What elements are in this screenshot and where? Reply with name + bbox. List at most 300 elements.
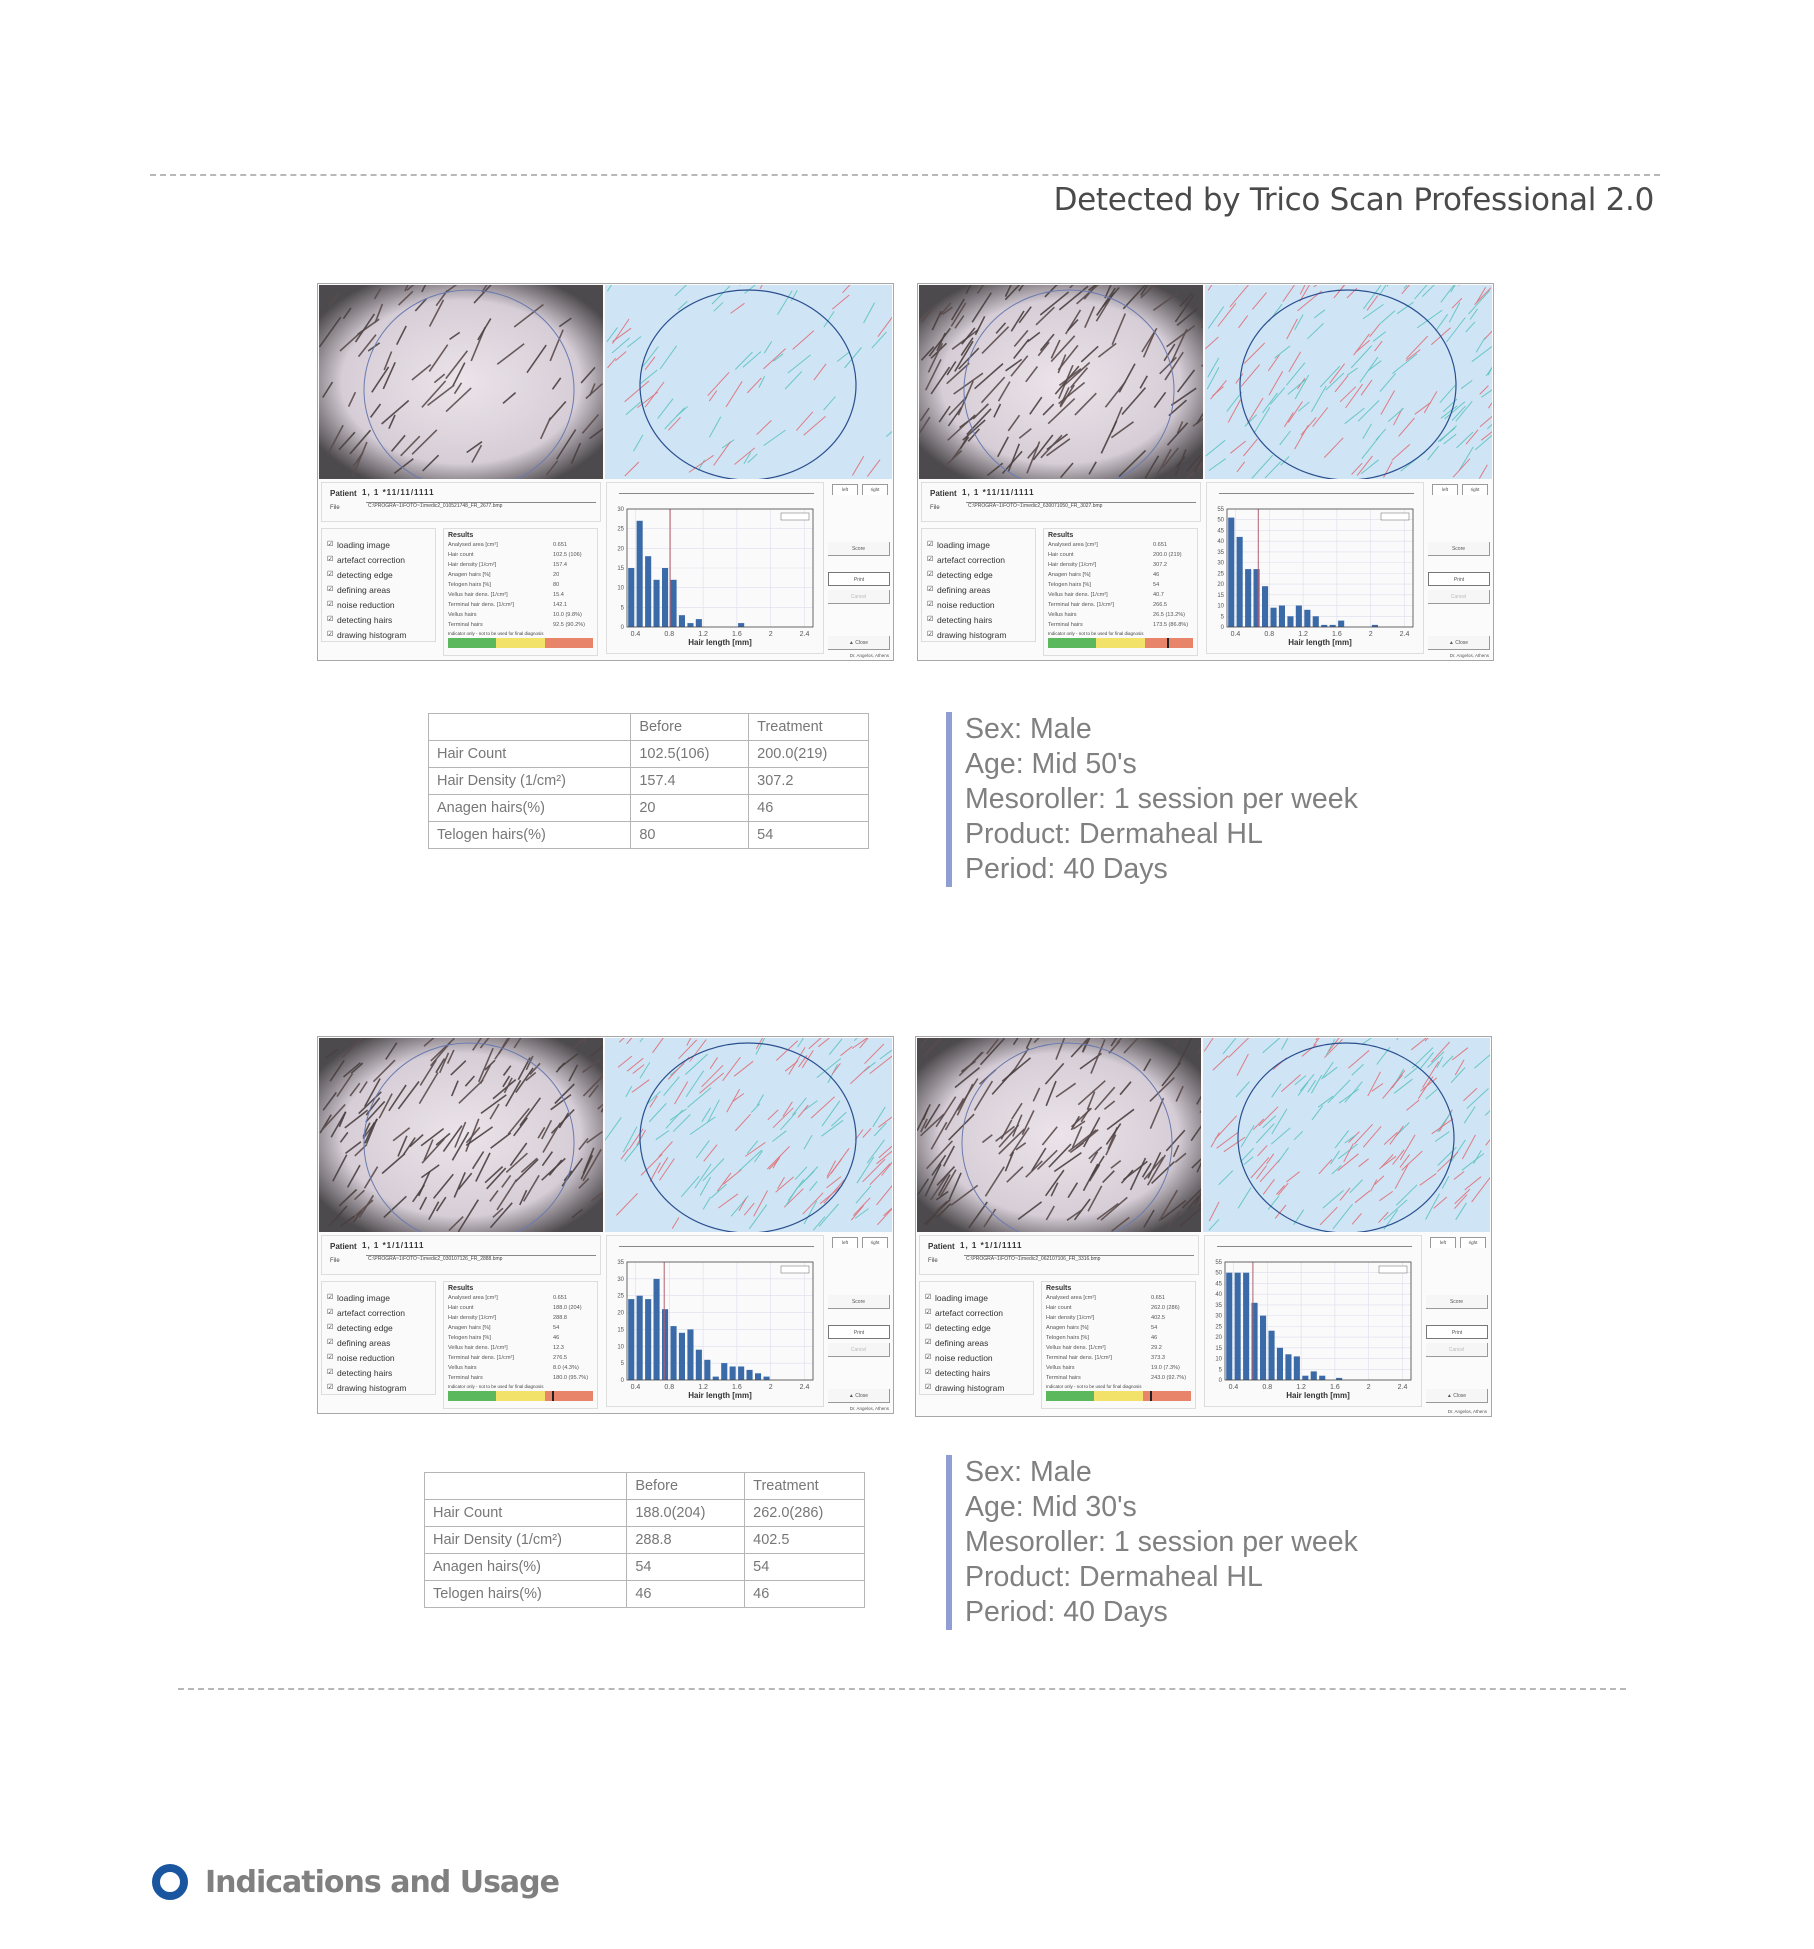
- svg-text:15: 15: [1215, 1345, 1222, 1352]
- result-label: Terminal hair dens. [1/cm²]: [1046, 1355, 1112, 1361]
- svg-text:1.6: 1.6: [1330, 1384, 1340, 1391]
- result-label: Telogen hairs [%]: [448, 582, 491, 588]
- result-value: 20: [553, 572, 560, 578]
- header-cell: Before: [631, 714, 749, 741]
- section-heading-text: Indications and Usage: [205, 1864, 559, 1900]
- result-label: Terminal hairs: [448, 622, 483, 628]
- range-slider[interactable]: [1219, 493, 1414, 499]
- before-value: 80: [631, 822, 749, 849]
- file-label: File: [330, 505, 340, 511]
- svg-text:0.8: 0.8: [1262, 1384, 1273, 1391]
- disclaimer: Indicator only - not to be used for final diagnosis: [1046, 1384, 1142, 1389]
- result-value: 262.0 (286): [1151, 1305, 1180, 1311]
- row-label: Anagen hairs(%): [429, 795, 631, 822]
- check-icon: ☑: [327, 1294, 334, 1301]
- svg-text:0.8: 0.8: [1264, 631, 1275, 638]
- before-value: 54: [627, 1554, 745, 1581]
- row-label: Hair Count: [425, 1500, 627, 1527]
- result-row: [448, 610, 593, 620]
- range-slider[interactable]: [1217, 1246, 1412, 1252]
- hair-length-histogram: [606, 482, 824, 654]
- note-period: Period: 40 Days: [965, 853, 1168, 885]
- check-icon: ☑: [925, 1324, 932, 1331]
- step-checkbox[interactable]: [925, 1350, 1033, 1365]
- result-label: Vellus hairs: [448, 612, 477, 618]
- result-row: [1048, 590, 1193, 600]
- result-value: 157.4: [553, 562, 567, 568]
- row-label: Telogen hairs(%): [425, 1581, 627, 1608]
- note-sex: Sex: Male: [965, 713, 1092, 745]
- result-value: 0.651: [1151, 1295, 1165, 1301]
- print-button[interactable]: Print: [1428, 572, 1490, 586]
- step-label: drawing histogram: [337, 629, 407, 640]
- indicator-marker: [1150, 1391, 1152, 1401]
- note-age: Age: Mid 50's: [965, 748, 1137, 780]
- credit-text: Dr. Angelos, Athens: [1449, 653, 1489, 658]
- step-checkbox[interactable]: [927, 537, 1035, 552]
- right-tab[interactable]: right: [1462, 484, 1488, 495]
- before-value: 102.5(106): [631, 741, 749, 768]
- step-checkbox[interactable]: [327, 1305, 435, 1320]
- step-checkbox[interactable]: [327, 597, 435, 612]
- result-label: Hair density [1/cm²]: [1048, 562, 1097, 568]
- svg-text:55: 55: [1215, 1260, 1222, 1266]
- score-button[interactable]: Score: [1426, 1295, 1488, 1309]
- check-icon: ☑: [925, 1339, 932, 1346]
- score-button[interactable]: Score: [828, 1295, 890, 1309]
- credit-text: Dr. Angelos, Athens: [849, 1406, 889, 1411]
- check-icon: ☑: [927, 556, 934, 563]
- processing-steps: [921, 528, 1036, 642]
- scalp-photo: [319, 1038, 603, 1232]
- step-label: detecting edge: [337, 1322, 393, 1333]
- before-value: 46: [627, 1581, 745, 1608]
- step-label: drawing histogram: [935, 1382, 1005, 1393]
- check-icon: ☑: [927, 541, 934, 548]
- check-icon: ☑: [327, 556, 334, 563]
- step-checkbox[interactable]: [925, 1365, 1033, 1380]
- analysed-hair-map: [605, 285, 892, 479]
- scalp-photo: [319, 285, 603, 479]
- close-button[interactable]: [1428, 636, 1490, 650]
- svg-text:15: 15: [617, 1327, 624, 1334]
- result-label: Terminal hairs: [1048, 622, 1083, 628]
- processing-steps: [919, 1281, 1034, 1395]
- step-label: noise reduction: [337, 599, 395, 610]
- result-value: 373.3: [1151, 1355, 1165, 1361]
- file-label: File: [928, 1258, 938, 1264]
- step-checkbox[interactable]: [327, 1290, 435, 1305]
- before-value: 20: [631, 795, 749, 822]
- disclaimer: Indicator only - not to be used for final diagnosis: [448, 631, 544, 636]
- result-label: Hair count: [1046, 1305, 1072, 1311]
- svg-text:5: 5: [1220, 614, 1224, 621]
- check-icon: ☑: [925, 1294, 932, 1301]
- processing-steps: [321, 528, 436, 642]
- result-row: [448, 550, 593, 560]
- svg-text:2: 2: [1368, 631, 1373, 638]
- result-value: 12.3: [553, 1345, 564, 1351]
- right-tab[interactable]: right: [862, 484, 888, 495]
- step-checkbox[interactable]: [327, 567, 435, 582]
- result-row: [448, 1373, 593, 1383]
- before-value: 288.8: [627, 1527, 745, 1554]
- result-row: [1048, 620, 1193, 630]
- svg-text:0: 0: [620, 1378, 624, 1384]
- svg-text:20: 20: [617, 546, 624, 553]
- header-cell: Treatment: [749, 714, 869, 741]
- result-row: [1046, 1303, 1191, 1313]
- treatment-value: 402.5: [745, 1527, 865, 1554]
- top-divider: [150, 174, 1660, 176]
- check-icon: ☑: [327, 1309, 334, 1316]
- step-label: detecting hairs: [937, 614, 993, 625]
- print-button[interactable]: Print: [1426, 1325, 1488, 1339]
- result-label: Terminal hairs: [448, 1375, 483, 1381]
- check-icon: ☑: [927, 586, 934, 593]
- patient-value: 1, 1 *11/11/1111: [362, 488, 435, 497]
- result-row: [1048, 580, 1193, 590]
- svg-text:0: 0: [1218, 1378, 1222, 1384]
- check-icon: ☑: [327, 586, 334, 593]
- side-controls: [1428, 482, 1492, 654]
- result-value: 266.5: [1153, 602, 1167, 608]
- step-checkbox[interactable]: [327, 1350, 435, 1365]
- check-icon: ☑: [925, 1354, 932, 1361]
- check-icon: ☑: [327, 541, 334, 548]
- svg-text:35: 35: [617, 1260, 624, 1266]
- treatment-value: 307.2: [749, 768, 869, 795]
- check-icon: ☑: [327, 616, 334, 623]
- header-cell: [425, 1473, 627, 1500]
- close-button[interactable]: [1426, 1389, 1488, 1403]
- step-checkbox[interactable]: [925, 1380, 1033, 1395]
- note-mesoroller: Mesoroller: 1 session per week: [965, 783, 1358, 815]
- step-label: loading image: [337, 539, 390, 550]
- cancel-button[interactable]: Cancel: [1428, 590, 1490, 604]
- result-value: 180.0 (95.7%): [553, 1375, 589, 1381]
- step-label: noise reduction: [337, 1352, 395, 1363]
- result-row: [448, 600, 593, 610]
- patient-label: Patient: [930, 489, 957, 498]
- result-value: 15.4: [553, 592, 564, 598]
- page-title: Detected by Trico Scan Professional 2.0: [1053, 182, 1654, 218]
- table-row: [425, 1554, 865, 1581]
- patient-info: [919, 1235, 1199, 1275]
- step-checkbox[interactable]: [927, 552, 1035, 567]
- table-header-row: [429, 714, 869, 741]
- disclaimer: Indicator only - not to be used for final diagnosis: [448, 1384, 544, 1389]
- step-checkbox[interactable]: [327, 537, 435, 552]
- result-row: [1046, 1293, 1191, 1303]
- svg-text:5: 5: [620, 605, 624, 612]
- svg-text:2.4: 2.4: [799, 1384, 810, 1391]
- step-checkbox[interactable]: [927, 582, 1035, 597]
- table-row: [425, 1581, 865, 1608]
- check-icon: ☑: [927, 631, 934, 638]
- result-row: [448, 570, 593, 580]
- results-title: Results: [1048, 532, 1074, 539]
- file-path-field[interactable]: C:\PROGRA~1\FOTO~1\medic2_030107126_FR_2888.bmp: [366, 1255, 596, 1266]
- check-icon: ☑: [327, 1384, 334, 1391]
- result-label: Vellus hair dens. [1/cm²]: [1046, 1345, 1106, 1351]
- step-label: artefact correction: [937, 554, 1006, 565]
- result-row: [448, 1303, 593, 1313]
- result-row: [448, 1363, 593, 1373]
- hair-length-histogram: [606, 1235, 824, 1407]
- step-checkbox[interactable]: [927, 567, 1035, 582]
- svg-text:35: 35: [1215, 1302, 1222, 1309]
- result-label: Anagen hairs [%]: [448, 572, 491, 578]
- svg-text:20: 20: [1215, 1335, 1222, 1342]
- patient-info: [921, 482, 1201, 522]
- result-label: Vellus hair dens. [1/cm²]: [448, 1345, 508, 1351]
- results-title: Results: [448, 532, 474, 539]
- check-icon: ☑: [327, 1324, 334, 1331]
- check-icon: ☑: [327, 1354, 334, 1361]
- result-row: [448, 620, 593, 630]
- cancel-button[interactable]: Cancel: [828, 1343, 890, 1357]
- patient-label: Patient: [928, 1242, 955, 1251]
- check-icon: ☑: [927, 571, 934, 578]
- table-header-row: [425, 1473, 865, 1500]
- result-label: Terminal hair dens. [1/cm²]: [448, 1355, 514, 1361]
- close-icon: ▲: [848, 1393, 854, 1399]
- note-product: Product: Dermaheal HL: [965, 818, 1263, 850]
- svg-text:0.8: 0.8: [664, 1384, 675, 1391]
- patient-notes-case2: [946, 1455, 1358, 1630]
- svg-text:10: 10: [1217, 603, 1224, 610]
- score-button[interactable]: Score: [1428, 542, 1490, 556]
- print-button[interactable]: Print: [828, 1325, 890, 1339]
- side-controls: [828, 482, 892, 654]
- result-label: Analysed area [cm²]: [448, 1295, 498, 1301]
- step-checkbox[interactable]: [925, 1335, 1033, 1350]
- svg-text:2: 2: [1366, 1384, 1371, 1391]
- result-row: [448, 1313, 593, 1323]
- result-row: [1048, 540, 1193, 550]
- check-icon: ☑: [927, 601, 934, 608]
- svg-text:0.4: 0.4: [630, 631, 641, 638]
- step-label: defining areas: [937, 584, 991, 595]
- step-label: loading image: [937, 539, 990, 550]
- result-value: 29.2: [1151, 1345, 1162, 1351]
- close-icon: ▲: [1446, 1393, 1452, 1399]
- patient-info: [321, 482, 601, 522]
- table-row: [425, 1527, 865, 1554]
- left-tab[interactable]: left: [832, 484, 858, 495]
- results-box: [443, 528, 598, 656]
- bottom-divider: [178, 1688, 1626, 1690]
- step-label: detecting edge: [337, 569, 393, 580]
- result-row: [448, 1323, 593, 1333]
- file-path-field[interactable]: C:\PROGRA~1\FOTO~1\medic2_062107106_FR_3316.bmp: [964, 1255, 1194, 1266]
- result-value: 0.651: [553, 1295, 567, 1301]
- trico-panel-case1-treatment: [917, 283, 1494, 661]
- analysed-hair-map: [1205, 285, 1492, 479]
- left-tab[interactable]: left: [1432, 484, 1458, 495]
- svg-text:30: 30: [617, 1276, 624, 1283]
- side-controls: [828, 1235, 892, 1407]
- svg-text:25: 25: [1215, 1324, 1222, 1331]
- file-path-field[interactable]: C:\PROGRA~1\FOTO~1\medic2_010521748_FR_2677.bmp: [366, 502, 596, 513]
- side-controls: [1426, 1235, 1490, 1407]
- check-icon: ☑: [327, 1339, 334, 1346]
- left-tab[interactable]: left: [832, 1237, 858, 1248]
- svg-text:15: 15: [1217, 592, 1224, 599]
- ring-bullet-icon: [152, 1864, 188, 1900]
- result-label: Vellus hair dens. [1/cm²]: [1048, 592, 1108, 598]
- cancel-button[interactable]: Cancel: [828, 590, 890, 604]
- svg-text:30: 30: [1215, 1313, 1222, 1320]
- step-label: detecting hairs: [337, 614, 393, 625]
- step-checkbox[interactable]: [327, 1335, 435, 1350]
- result-label: Telogen hairs [%]: [1048, 582, 1091, 588]
- left-tab[interactable]: left: [1430, 1237, 1456, 1248]
- svg-text:25: 25: [1217, 571, 1224, 578]
- result-value: 92.5 (90.2%): [553, 622, 586, 628]
- result-value: 80: [553, 582, 560, 588]
- treatment-value: 200.0(219): [749, 741, 869, 768]
- svg-text:1.2: 1.2: [1298, 631, 1308, 638]
- note-product: Product: Dermaheal HL: [965, 1561, 1263, 1593]
- result-label: Terminal hair dens. [1/cm²]: [1048, 602, 1114, 608]
- step-label: defining areas: [935, 1337, 989, 1348]
- table-row: [425, 1500, 865, 1527]
- note-sex: Sex: Male: [965, 1456, 1092, 1488]
- close-label: Close: [855, 640, 869, 646]
- step-checkbox[interactable]: [925, 1320, 1033, 1335]
- print-button[interactable]: Print: [828, 572, 890, 586]
- row-label: Telogen hairs(%): [429, 822, 631, 849]
- result-row: [448, 540, 593, 550]
- treatment-value: 262.0(286): [745, 1500, 865, 1527]
- result-value: 307.2: [1153, 562, 1167, 568]
- svg-text:2.4: 2.4: [1399, 631, 1410, 638]
- result-value: 288.8: [553, 1315, 567, 1321]
- svg-text:0.4: 0.4: [1230, 631, 1241, 638]
- close-label: Close: [855, 1393, 869, 1399]
- svg-text:1.2: 1.2: [1296, 1384, 1306, 1391]
- result-value: 19.0 (7.3%): [1151, 1365, 1180, 1371]
- trico-panel-case2-before: [317, 1036, 894, 1414]
- range-slider[interactable]: [619, 493, 814, 499]
- result-row: [1048, 600, 1193, 610]
- step-checkbox[interactable]: [327, 582, 435, 597]
- result-value: 46: [1151, 1335, 1158, 1341]
- result-label: Vellus hairs: [1046, 1365, 1075, 1371]
- result-row: [1046, 1373, 1191, 1383]
- results-box: [1041, 1281, 1196, 1409]
- patient-notes-case1: [946, 712, 1358, 887]
- treatment-value: 46: [749, 795, 869, 822]
- cancel-button[interactable]: Cancel: [1426, 1343, 1488, 1357]
- result-value: 0.651: [553, 542, 567, 548]
- diagnosis-indicator-bar: [448, 638, 593, 648]
- result-row: [1046, 1343, 1191, 1353]
- result-row: [1048, 570, 1193, 580]
- svg-text:2.4: 2.4: [1397, 1384, 1408, 1391]
- indicator-marker: [1167, 638, 1169, 648]
- svg-text:1.2: 1.2: [698, 1384, 708, 1391]
- score-button[interactable]: Score: [828, 542, 890, 556]
- step-label: noise reduction: [935, 1352, 993, 1363]
- close-button[interactable]: [828, 636, 890, 650]
- result-value: 46: [553, 1335, 560, 1341]
- file-label: File: [930, 505, 940, 511]
- svg-text:0: 0: [620, 625, 624, 631]
- result-value: 8.0 (4.3%): [553, 1365, 579, 1371]
- step-label: artefact correction: [935, 1307, 1004, 1318]
- step-checkbox[interactable]: [925, 1290, 1033, 1305]
- credit-text: Dr. Angelos, Athens: [1447, 1409, 1487, 1414]
- check-icon: ☑: [327, 571, 334, 578]
- step-checkbox[interactable]: [327, 612, 435, 627]
- row-label: Hair Density (1/cm²): [429, 768, 631, 795]
- result-label: Vellus hairs: [1048, 612, 1077, 618]
- step-label: defining areas: [337, 1337, 391, 1348]
- diagnosis-indicator-bar: [1046, 1391, 1191, 1401]
- row-label: Anagen hairs(%): [425, 1554, 627, 1581]
- check-icon: ☑: [927, 616, 934, 623]
- svg-text:5: 5: [1218, 1367, 1222, 1374]
- result-value: 188.0 (204): [553, 1305, 582, 1311]
- close-label: Close: [1455, 640, 1469, 646]
- step-checkbox[interactable]: [327, 627, 435, 642]
- step-label: loading image: [337, 1292, 390, 1303]
- close-button[interactable]: [828, 1389, 890, 1403]
- results-box: [443, 1281, 598, 1409]
- row-label: Hair Count: [429, 741, 631, 768]
- table-row: [429, 768, 869, 795]
- patient-label: Patient: [330, 489, 357, 498]
- result-value: 26.5 (13.2%): [1153, 612, 1186, 618]
- step-checkbox[interactable]: [327, 552, 435, 567]
- svg-text:50: 50: [1217, 517, 1224, 524]
- result-label: Anagen hairs [%]: [1048, 572, 1091, 578]
- result-row: [448, 1343, 593, 1353]
- processing-steps: [321, 1281, 436, 1395]
- step-checkbox[interactable]: [327, 1320, 435, 1335]
- step-checkbox[interactable]: [925, 1305, 1033, 1320]
- check-icon: ☑: [327, 631, 334, 638]
- diagnosis-indicator-bar: [448, 1391, 593, 1401]
- note-mesoroller: Mesoroller: 1 session per week: [965, 1526, 1358, 1558]
- right-tab[interactable]: right: [1460, 1237, 1486, 1248]
- step-checkbox[interactable]: [927, 627, 1035, 642]
- trico-panel-case1-before: [317, 283, 894, 661]
- header-cell: Treatment: [745, 1473, 865, 1500]
- step-checkbox[interactable]: [927, 612, 1035, 627]
- scalp-photo: [917, 1038, 1201, 1232]
- svg-text:1.6: 1.6: [732, 631, 742, 638]
- comparison-table-case2: [424, 1472, 865, 1608]
- patient-value: 1, 1 *1/1/1111: [362, 1241, 425, 1250]
- result-value: 0.651: [1153, 542, 1167, 548]
- step-checkbox[interactable]: [327, 1380, 435, 1395]
- result-row: [1046, 1333, 1191, 1343]
- file-path-field[interactable]: C:\PROGRA~1\FOTO~1\medic2_630071050_FR_3027.bmp: [966, 502, 1196, 513]
- step-checkbox[interactable]: [927, 597, 1035, 612]
- result-value: 200.0 (219): [1153, 552, 1182, 558]
- svg-text:40: 40: [1217, 539, 1224, 546]
- treatment-value: 54: [749, 822, 869, 849]
- step-checkbox[interactable]: [327, 1365, 435, 1380]
- range-slider[interactable]: [619, 1246, 814, 1252]
- hair-length-histogram: [1206, 482, 1424, 654]
- right-tab[interactable]: right: [862, 1237, 888, 1248]
- result-row: [1048, 560, 1193, 570]
